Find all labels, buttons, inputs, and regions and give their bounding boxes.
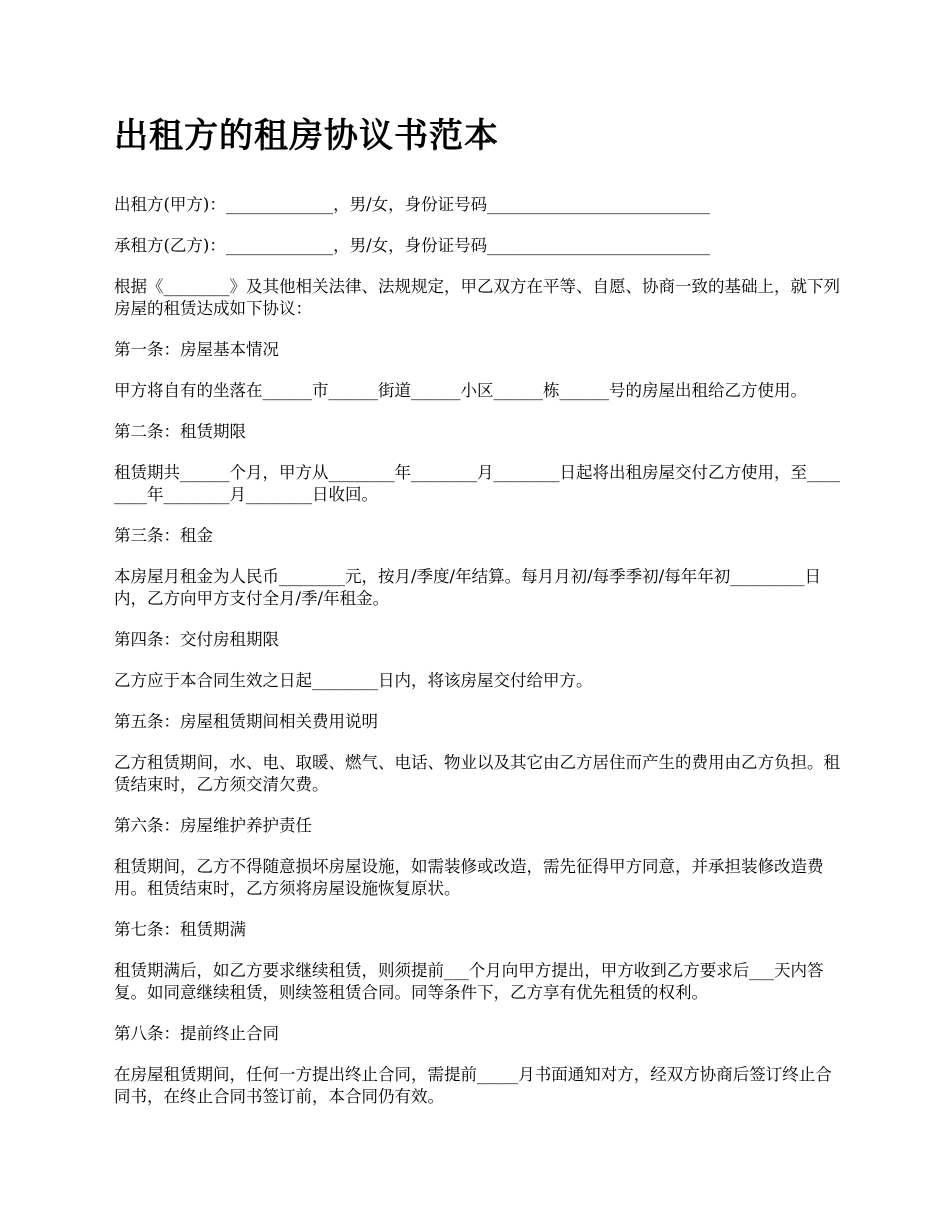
intro-paragraph: 根据《________》及其他相关法律、法规规定，甲乙双方在平等、自愿、协商一致的基础上，就下列房屋的租赁达成如下协议： (114, 277, 840, 318)
article-3-heading: 第三条：租金 (114, 526, 213, 545)
lessee-line: 承租方(乙方)：_____________，男/女，身份证号码___________________________ (114, 236, 710, 255)
article-2-body: 租赁期共______个月，甲方从________年________月________日起将出租房屋交付乙方使用，至________年________月________日收回。 (114, 463, 840, 504)
article-1-body: 甲方将自有的坐落在______市______街道______小区______栋______号的房屋出租给乙方使用。 (114, 381, 807, 400)
article-1-heading: 第一条：房屋基本情况 (114, 340, 279, 359)
article-2-heading: 第二条：租赁期限 (114, 422, 246, 441)
page-title: 出租方的租房协议书范本 (114, 116, 499, 156)
article-3-body: 本房屋月租金为人民币________元，按月/季度/年结算。每月月初/每季季初/每年年初_________日内，乙方向甲方支付全月/季/年租金。 (114, 567, 821, 608)
article-7-heading: 第七条：租赁期满 (114, 920, 246, 939)
article-8-body: 在房屋租赁期间，任何一方提出终止合同，需提前_____月书面通知对方，经双方协商后签订终止合同书，在终止合同书签订前，本合同仍有效。 (114, 1065, 832, 1106)
article-6-heading: 第六条：房屋维护养护责任 (114, 816, 312, 835)
article-4-body: 乙方应于本合同生效之日起________日内，将该房屋交付给甲方。 (114, 671, 593, 690)
article-5-body: 乙方租赁期间，水、电、取暖、燃气、电话、物业以及其它由乙方居住而产生的费用由乙方负担。租赁结束时，乙方须交清欠费。 (114, 753, 840, 794)
article-6-body: 租赁期间，乙方不得随意损坏房屋设施，如需装修或改造，需先征得甲方同意，并承担装修改造费用。租赁结束时，乙方须将房屋设施恢复原状。 (114, 857, 824, 898)
document-body (114, 112, 842, 1127)
article-7-body: 租赁期满后，如乙方要求继续租赁，则须提前___个月向甲方提出，甲方收到乙方要求后___天内答复。如同意继续租赁，则续签租赁合同。同等条件下，乙方享有优先租赁的权利。 (114, 961, 824, 1002)
lessor-line: 出租方(甲方)：_____________，男/女，身份证号码___________________________ (114, 195, 710, 214)
article-8-heading: 第八条：提前终止合同 (114, 1024, 279, 1043)
article-4-heading: 第四条：交付房租期限 (114, 630, 279, 649)
article-5-heading: 第五条：房屋租赁期间相关费用说明 (114, 712, 378, 731)
